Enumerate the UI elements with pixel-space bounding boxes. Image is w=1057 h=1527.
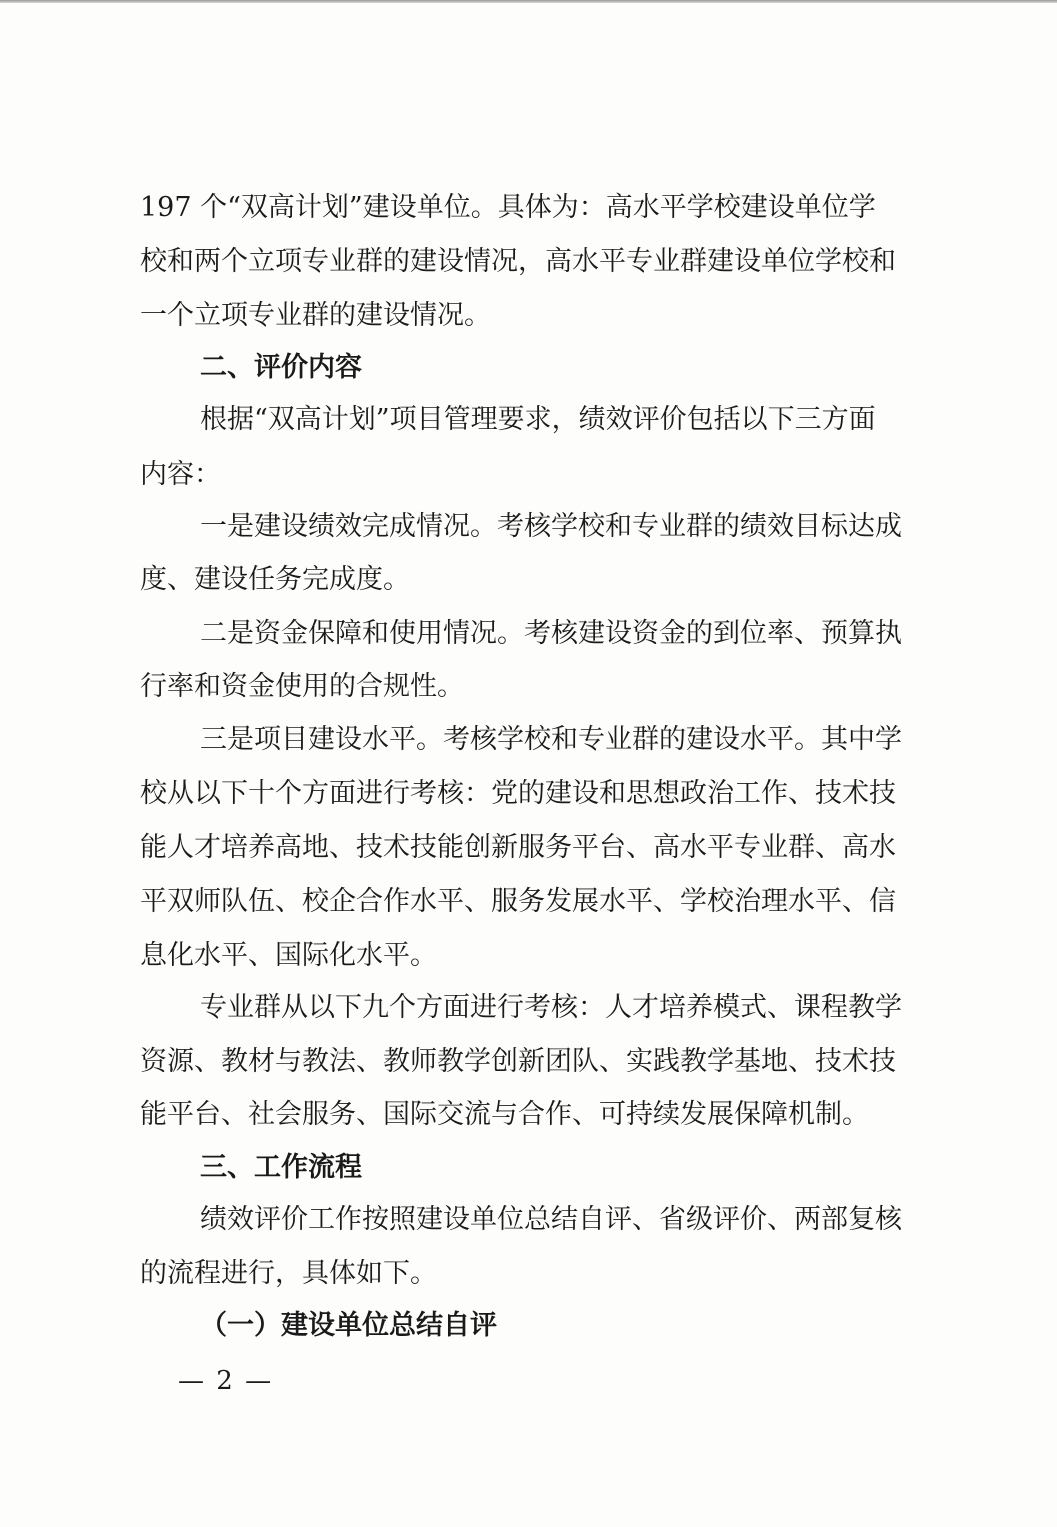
paragraph-line: 绩效评价工作按照建设单位总结自评、省级评价、两部复核 — [200, 1204, 902, 1235]
section-heading-workflow: 三、工作流程 — [200, 1152, 362, 1183]
subsection-heading-self-evaluation: （一）建设单位总结自评 — [200, 1310, 497, 1341]
paragraph-line: 平双师队伍、校企合作水平、服务发展水平、学校治理水平、信 — [140, 886, 896, 917]
paragraph-line: 一是建设绩效完成情况。考核学校和专业群的绩效目标达成 — [200, 511, 902, 542]
paragraph-line: 内容： — [140, 459, 221, 490]
paragraph-line: 能平台、社会服务、国际交流与合作、可持续发展保障机制。 — [140, 1099, 869, 1130]
paragraph-line: 能人才培养高地、技术技能创新服务平台、高水平专业群、高水 — [140, 832, 896, 863]
paragraph-line: 197 个“双高计划”建设单位。具体为：高水平学校建设单位学 — [140, 192, 876, 223]
paragraph-line: 资源、教材与教法、教师教学创新团队、实践教学基地、技术技 — [140, 1046, 896, 1077]
paragraph-line: 的流程进行，具体如下。 — [140, 1258, 437, 1289]
paragraph-line: 专业群从以下九个方面进行考核：人才培养模式、课程教学 — [200, 992, 902, 1023]
page-number: — 2 — — [178, 1366, 274, 1396]
scan-top-edge — [0, 0, 1057, 3]
paragraph-line: 度、建设任务完成度。 — [140, 564, 410, 595]
paragraph-line: 根据“双高计划”项目管理要求，绩效评价包括以下三方面 — [200, 404, 876, 435]
paragraph-line: 三是项目建设水平。考核学校和专业群的建设水平。其中学 — [200, 724, 902, 755]
paragraph-line: 一个立项专业群的建设情况。 — [140, 300, 491, 331]
section-heading-evaluation-content: 二、评价内容 — [200, 352, 362, 383]
paragraph-line: 校和两个立项专业群的建设情况，高水平专业群建设单位学校和 — [140, 246, 896, 277]
paragraph-line: 息化水平、国际化水平。 — [140, 940, 437, 971]
paragraph-line: 校从以下十个方面进行考核：党的建设和思想政治工作、技术技 — [140, 778, 896, 809]
paragraph-line: 二是资金保障和使用情况。考核建设资金的到位率、预算执 — [200, 618, 902, 649]
paragraph-line: 行率和资金使用的合规性。 — [140, 671, 464, 702]
